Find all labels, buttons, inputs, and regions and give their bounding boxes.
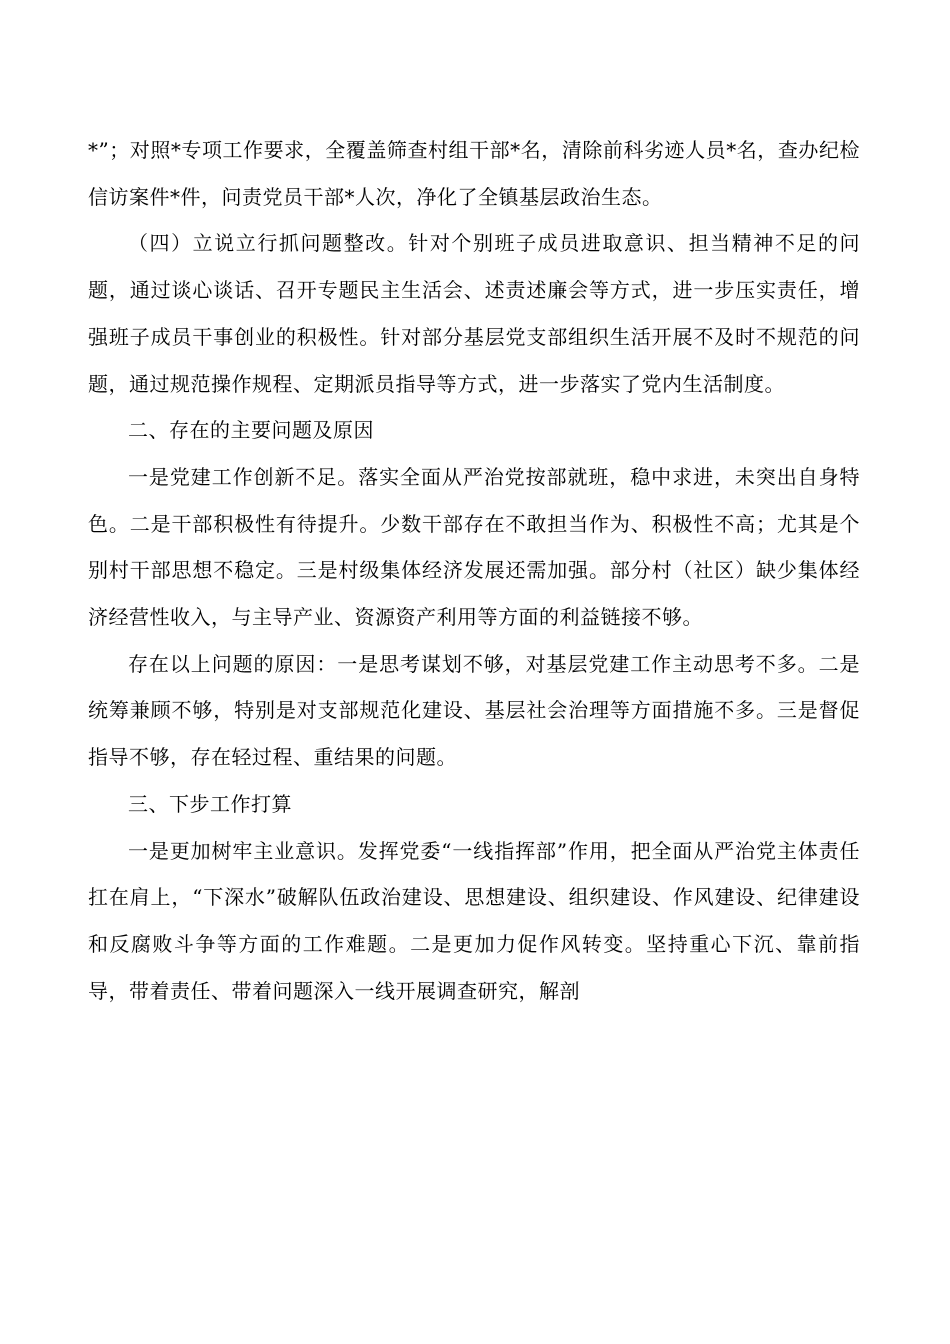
paragraph-next-steps: 一是更加树牢主业意识。发挥党委“一线指挥部”作用，把全面从严治党主体责任扛在肩上，“下深水”破解队伍政治建设、思想建设、组织建设、作风建设、纪律建设和反腐败斗争等方面的工作难题。二是更加力促作风转变。坚持重心下沉、靠前指导，带着责任、带着问题深入一线开展调查研究，解剖 (88, 838, 860, 1003)
section-heading-problems: 二、存在的主要问题及原因 (128, 418, 374, 443)
section-heading-next-steps: 三、下步工作打算 (128, 791, 292, 816)
paragraph-rectification: （四）立说立行抓问题整改。针对个别班子成员进取意识、担当精神不足的问题，通过谈心谈话、召开专题民主生活会、述责述廉会等方式，进一步压实责任，增强班子成员干事创业的积极性。针对部分基层党支部组织生活开展不及时不规范的问题，通过规范操作规程、定期派员指导等方式，进一步落实了党内生活制度。 (88, 231, 860, 396)
paragraph-causes: 存在以上问题的原因：一是思考谋划不够，对基层党建工作主动思考不多。二是统筹兼顾不够，特别是对支部规范化建设、基层社会治理等方面措施不多。三是督促指导不够，存在轻过程、重结果的问题。 (88, 651, 860, 770)
document-body (88, 127, 860, 1014)
paragraph-problems: 一是党建工作创新不足。落实全面从严治党按部就班，稳中求进，未突出自身特色。二是干部积极性有待提升。少数干部存在不敢担当作为、积极性不高；尤其是个别村干部思想不稳定。三是村级集体经济发展还需加强。部分村（社区）缺少集体经济经营性收入，与主导产业、资源资产利用等方面的利益链接不够。 (88, 464, 860, 630)
paragraph-continuation: *”；对照*专项工作要求，全覆盖筛查村组干部*名，清除前科劣迹人员*名，查办纪检信访案件*件，问责党员干部*人次，净化了全镇基层政治生态。 (88, 138, 860, 209)
